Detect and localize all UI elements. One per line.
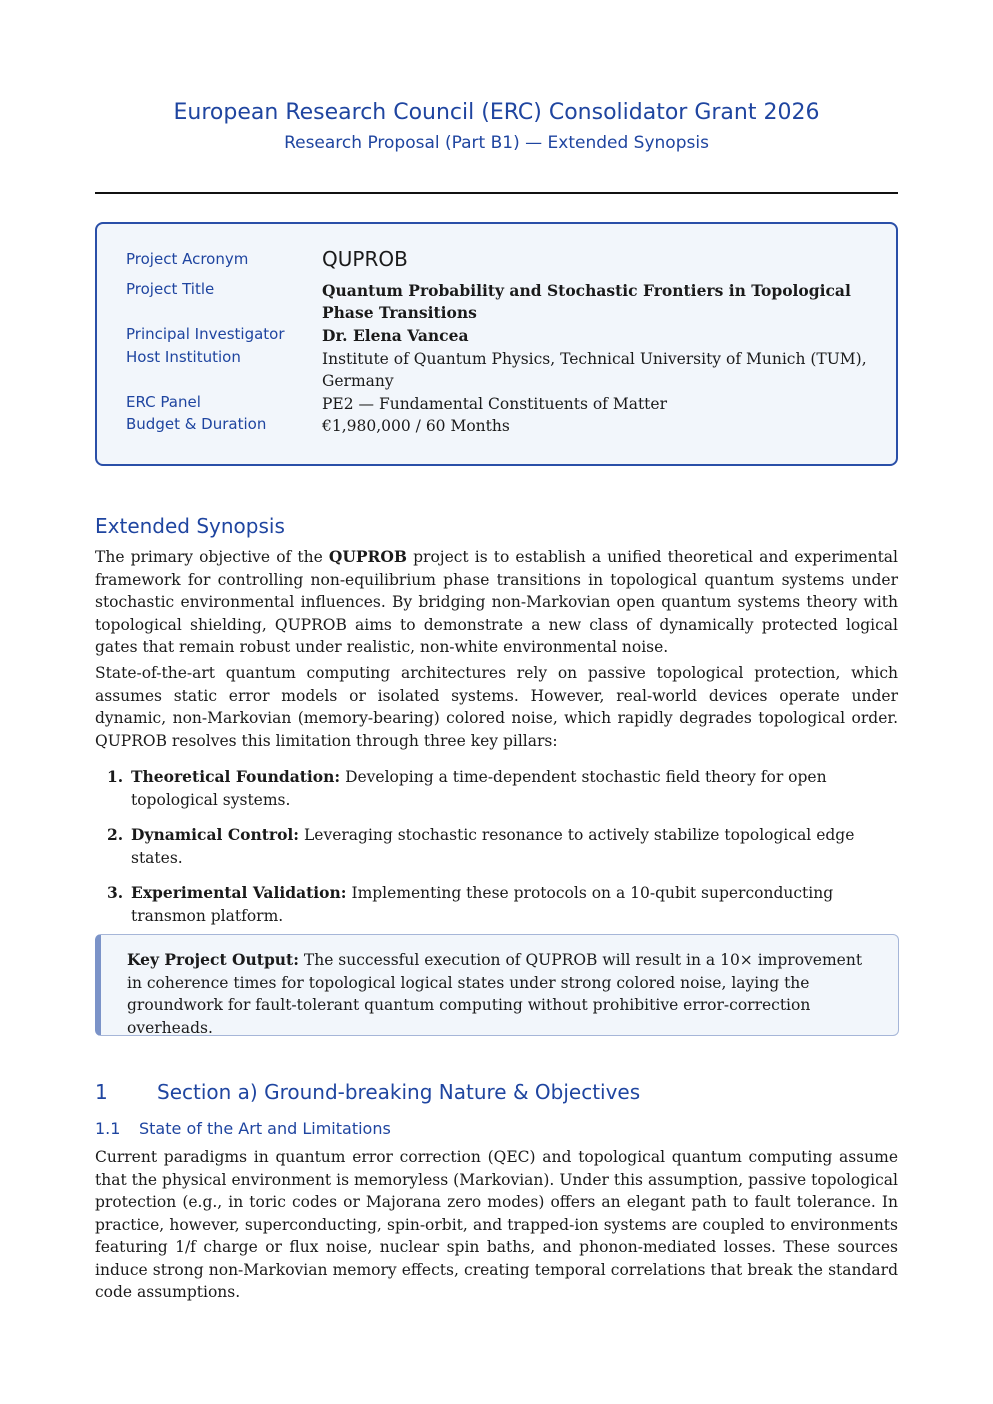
host-label: Host Institution	[126, 348, 241, 366]
pillar-item	[95, 766, 898, 811]
key-output-text	[127, 949, 877, 1039]
panel-label: ERC Panel	[126, 393, 201, 411]
subsection-number: 1.1	[95, 1119, 121, 1138]
pi-value: Dr. Elena Vancea	[322, 326, 469, 345]
pillar-title: Dynamical Control:	[131, 825, 300, 844]
key-output-label: Key Project Output:	[127, 950, 299, 969]
pillar-number: 1.	[107, 767, 124, 786]
project-info-box	[95, 222, 898, 466]
document-subtitle: Research Proposal (Part B1) — Extended Synopsis	[284, 133, 709, 153]
pillar-title: Experimental Validation:	[131, 883, 347, 902]
key-output-body: The successful execution of QUPROB will result in a 10× improvement in coherence times for topological logical states under strong colored noise, laying the groundwork for fault-tolerant quantum computing without prohibitive error-correction overheads.	[127, 951, 863, 1037]
budget-label: Budget & Duration	[126, 415, 267, 433]
synopsis-paragraph-1	[95, 546, 898, 659]
section-title: Section a) Ground-breaking Nature & Objectives	[157, 1080, 641, 1104]
p1-acronym: QUPROB	[328, 547, 408, 566]
host-value: Institute of Quantum Physics, Technical University of Munich (TUM), Germany	[322, 350, 867, 390]
synopsis-paragraph-2: State-of-the-art quantum computing architectures rely on passive topological protection, which assumes static error models or isolated systems. However, real-world devices operate under dynamic, non-Markovian (memory-bearing) colored noise, which rapidly degrades topological order. QUPROB resolves this limitation through three key pillars:	[95, 664, 898, 750]
p1-end: project is to establish a unified theoretical and experimental framework for controlling non-equilibrium phase transitions in topological quantum systems under stochastic environmental influences. By bridging non-Markovian open quantum systems theory with topological shielding, QUPROB aims to demonstrate a new class of dynamically protected logical gates that remain robust under realistic, non-white environmental noise.	[95, 548, 899, 656]
pillar-item	[95, 824, 898, 869]
section-number: 1	[95, 1080, 108, 1104]
pillar-title: Theoretical Foundation:	[131, 767, 341, 786]
pillar-list	[95, 766, 898, 927]
title-value: Quantum Probability and Stochastic Frontiers in Topological Phase Transitions	[322, 281, 851, 322]
acronym-label: Project Acronym	[126, 250, 249, 268]
subsection-1-1-heading	[95, 1119, 391, 1138]
p1-start: The primary objective of the	[95, 548, 329, 566]
title-label: Project Title	[126, 280, 215, 298]
pillar-number: 2.	[107, 825, 124, 844]
pillar-number: 3.	[107, 883, 124, 902]
pillar-text: Implementing these protocols on a 10-qubit superconducting transmon platform.	[131, 884, 834, 925]
pi-label: Principal Investigator	[126, 325, 285, 343]
pillar-item	[95, 882, 898, 927]
document-title: European Research Council (ERC) Consolidator Grant 2026	[173, 100, 820, 125]
budget-value: €1,980,000 / 60 Months	[322, 417, 510, 435]
acronym-value: QUPROB	[322, 247, 408, 271]
pillar-text: Leveraging stochastic resonance to actively stabilize topological edge states.	[131, 826, 855, 867]
key-output-box	[95, 934, 899, 1036]
subsection-title: State of the Art and Limitations	[139, 1119, 391, 1138]
panel-value: PE2 — Fundamental Constituents of Matter	[322, 395, 667, 413]
section-1-heading	[95, 1080, 640, 1104]
synopsis-heading: Extended Synopsis	[95, 514, 285, 538]
header-rule	[95, 192, 898, 194]
pillar-text: Developing a time-dependent stochastic field theory for open topological systems.	[131, 768, 827, 809]
section-1-paragraph: Current paradigms in quantum error correction (QEC) and topological quantum computing assume that the physical environment is memoryless (Markovian). Under this assumption, passive topological protection (e.g., in toric codes or Majorana zero modes) offers an elegant path to fault tolerance. In practice, however, superconducting, spin-orbit, and trapped-ion systems are coupled to environments featuring 1/f charge or flux noise, nuclear spin baths, and phonon-mediated losses. These sources induce strong non-Markovian memory effects, creating temporal correlations that break the standard code assumptions.	[95, 1148, 898, 1301]
